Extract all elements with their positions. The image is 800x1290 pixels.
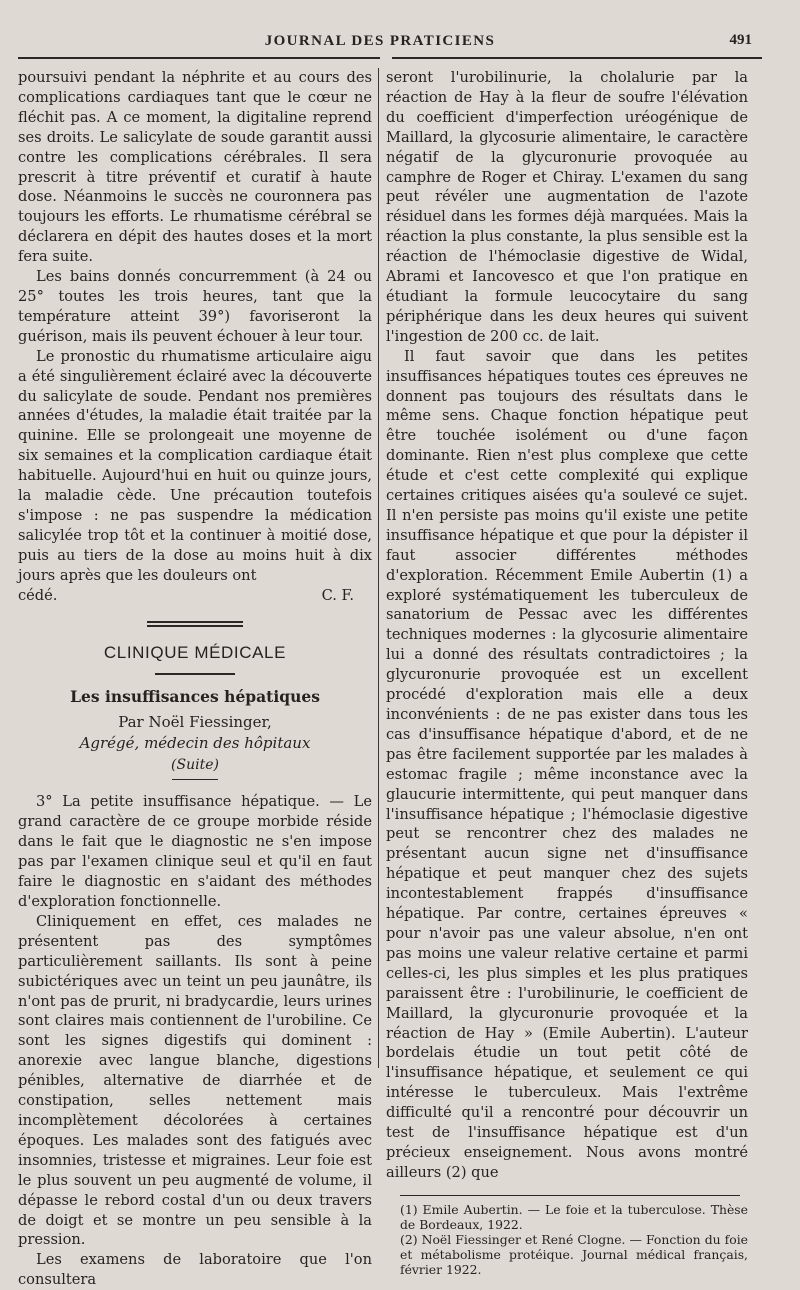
paragraph: Les bains donnés concurremment (à 24 ou 25° toutes les trois heures, tant que la température atteint 39°) favoriseront la guérison, mais ils peuvent échouer à leur tour. (18, 268, 372, 345)
header-rule (18, 57, 380, 59)
header-rule (392, 57, 762, 59)
paragraph: poursuivi pendant la néphrite et au cours des complications cardiaques tant que le cœur ne fléchit pas. A ce moment, la digitaline reprend ses droits. Le salicylate de soude garantit aussi contre les complications cérébrales. Il sera prescrit à titre préventif et curatif à haute dose. Néanmoins le succès ne couronnera pas toujours les efforts. Le rhumatisme cérébral se déclarera en dépit des hautes doses et la mort fera suite. (18, 69, 372, 266)
article-byline: Par Noël Fiessinger, (118, 713, 272, 732)
page-header (0, 30, 800, 56)
title-rule (172, 779, 218, 780)
right-column (386, 68, 748, 1277)
heading-rule (155, 673, 235, 675)
section-heading: CLINIQUE MÉDICALE (103, 643, 287, 663)
footnote: (1) Emile Aubertin. — Le foie et la tuberculose. Thèse de Bordeaux, 1922. (400, 1201, 748, 1232)
article-title: Les insuffisances hépatiques (70, 687, 320, 707)
section-separator (147, 621, 243, 627)
page-number: 491 (729, 32, 752, 48)
author-affiliation: Agrégé, médecin des hôpitaux (79, 734, 311, 753)
paragraph: Le pronostic du rhumatisme articulaire aigu a été singulièrement éclairé avec la découverte du salicylate de soude. Pendant nos premières années d'études, la maladie était traitée par la quinine. Elle se prolongeait une moyenne de six semaines et la complication cardiaque était habituelle. Aujourd'hui en huit ou quinze jours, la maladie cède. Une précaution toutefois s'impose : ne pas suspendre la médication salicylée trop tôt et la continuer à moitié dose, puis au tiers de la dose au moins huit à dix jours après que les douleurs ont (18, 347, 372, 584)
journal-title: JOURNAL DES PRATICIENS (264, 33, 496, 49)
paragraph: 3° La petite insuffisance hépatique. — Le grand caractère de ce groupe morbide réside dans le fait que le diagnostic ne s'en impose pas par l'examen clinique seul et qu'il en faut faire le diagnostic en s'aidant des méthodes d'exploration fonctionnelle. (18, 793, 372, 910)
left-column (18, 68, 372, 1290)
footnote: (2) Noël Fiessinger et René Clogne. — Fonction du foie et métabolisme protéique. Journal médical français, février 1922. (400, 1231, 748, 1277)
paragraph: seront l'urobilinurie, la cholalurie par la réaction de Hay à la fleur de soufre l'élévation du coefficient d'imperfection uréogénique de Maillard, la glycosurie alimentaire, le caractère négatif de la glycuronurie provoquée au camphre de Roger et Chiray. L'examen du sang peut révéler une augmentation de l'azote résiduel dans les formes déjà marquées. Mais la réaction la plus constante, la plus sensible est la réaction de l'hémoclasie digestive de Widal, Abrami et Iancovesco et que l'on pratique en étudiant la formule leucocytaire du sang périphérique dans les deux heures qui suivent l'ingestion de 200 cc. de lait. (386, 69, 748, 345)
author-signature: C. F. (321, 586, 354, 604)
footnote-rule (400, 1195, 740, 1196)
paragraph: Il faut savoir que dans les petites insuffisances hépatiques toutes ces épreuves ne donnent pas toujours des résultats dans le même sens. Chaque fonction hépatique peut être touchée isolément ou d'une façon dominante. Rien n'est plus complexe que cette étude et c'est cette complexité qui explique certaines critiques aisées qu'a soulevé ce sujet. Il n'en persiste pas moins qu'il existe une petite insuffisance hépatique et que pour la dépister il faut associer différentes méthodes d'exploration. Récemment Emile Aubertin (1) a exploré systématiquement les tuberculeux de sanatorium de Pessac avec les différentes techniques modernes : la glycosurie alimentaire lui a donné des résultats contradictoires ; la glycuronurie provoquée est un excellent procédé d'exploration mais elle a deux inconvénients : de ne pas exister dans tous les cas d'insuffisance hépatique d'abord, et de ne pas être facilement supportée par les malades à estomac fragile ; même inconstance avec la glaucurie intermittente, qui peut manquer dans l'insuffisance hépatique ; l'hémoclasie digestive peut se rencontrer chez des malades ne présentant aucun signe net d'insuffisance hépatique et peut manquer chez des sujets incontestablement frappés d'insuffisance hépatique. Par contre, certaines épreuves « pour n'avoir pas une valeur absolue, n'en ont pas moins une valeur relative certaine et parmi celles-ci, les plus simples et les plus pratiques paraissent être : l'urobilinurie, le coefficient de Maillard, la glycuronurie provoquée et la réaction de Hay » (Emile Aubertin). L'auteur bordelais étudie un tout petit côté de l'insuffisance hépatique, et seulement ce qui intéresse le tuberculeux. Mais l'extrême difficulté qu'il a rencontré pour découvrir un test de l'insuffisance hépatique est d'un précieux enseignement. Nous avons montré ailleurs (2) que (386, 347, 748, 1181)
continued-note: (Suite) (171, 757, 219, 774)
column-divider (378, 68, 379, 1068)
paragraph: Les examens de laboratoire que l'on consultera (18, 1251, 372, 1289)
paragraph: Cliniquement en effet, ces malades ne présentent pas des symptômes particulièrement saillants. Ils sont à peine subictériques avec un teint un peu jaunâtre, ils n'ont pas de prurit, ni bradycardie, leurs urines sont claires mais contiennent de l'urobiline. Ce sont les signes digestifs qui dominent : anorexie avec langue blanche, digestions pénibles, alternative de diarrhée et de constipation, selles nettement mais incomplètement décolorées à certaines époques. Les malades sont des fatigués avec insomnies, tristesse et migraines. Leur foie est le plus souvent un peu augmenté de volume, il dépasse le rebord costal d'un ou deux travers de doigt et se montre un peu sensible à la pression. (18, 912, 372, 1249)
paragraph-end: cédé. (18, 586, 58, 604)
signature-line (18, 586, 372, 606)
